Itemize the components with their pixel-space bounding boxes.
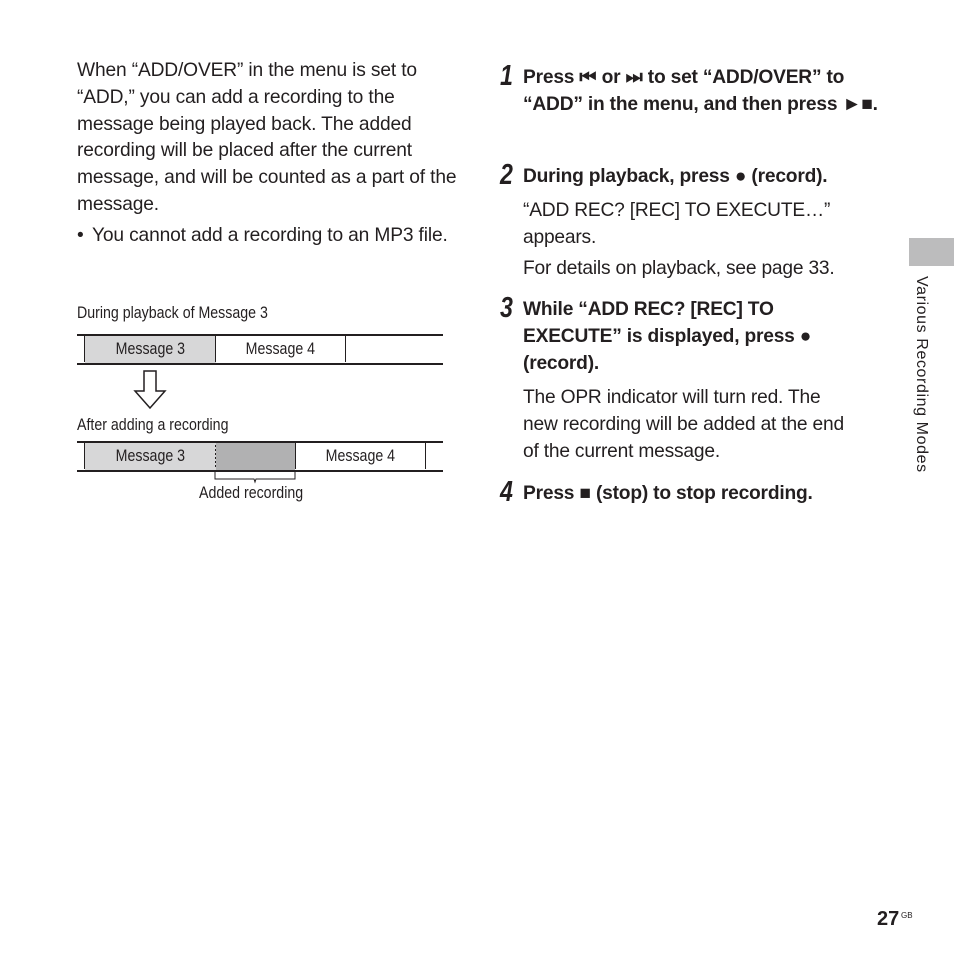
step-2-number: 2 [500, 159, 513, 191]
page-number: 27 [877, 908, 900, 930]
page-region-suffix: GB [901, 911, 913, 920]
message-strip-after [77, 441, 443, 469]
step-3-number: 3 [500, 292, 513, 324]
note-bullet-text: You cannot add a recording to an MP3 file. [92, 225, 448, 246]
step-1-number: 1 [500, 60, 513, 92]
step-3-heading: While “ADD REC? [REC] TO EXECUTE” is displayed, press ● (record). [523, 299, 812, 374]
record-icon: ● [734, 166, 747, 187]
stop-icon: ■ [579, 483, 591, 504]
added-recording-segment [216, 443, 295, 470]
added-recording-bracket [214, 471, 296, 485]
step-1-heading: Press ⏮ or ⏭ to set “ADD/OVER” to “ADD” in the menu, and then press ►■. [523, 64, 888, 118]
down-arrow-outline-icon [133, 370, 167, 410]
step-2-body-1: “ADD REC? [REC] TO EXECUTE…” appears. [523, 200, 831, 248]
step-3-body: The OPR indicator will turn red. The new recording will be added at the end of the current message. [523, 387, 844, 462]
play-stop-icon: ►■ [842, 94, 873, 115]
next-track-icon: ⏭ [625, 67, 643, 88]
note-bullet [77, 223, 462, 250]
strip-after-message-3: Message 3 [85, 443, 216, 470]
added-recording-label: Added recording [199, 484, 304, 502]
intro-paragraph: When “ADD/OVER” in the menu is set to “ADD,” you can add a recording to the message being played back. The added recording will be placed after the current message, and will be counted as a part of the message. [77, 60, 457, 215]
record-icon: ● [799, 326, 812, 347]
step-4-number: 4 [500, 476, 513, 508]
message-strip-before [77, 334, 443, 362]
step-4-heading: Press ■ (stop) to stop recording. [523, 480, 888, 507]
strip-before-message-4: Message 4 [245, 340, 316, 358]
strip-after-message-4: Message 4 [325, 447, 395, 465]
strip-before-message-3: Message 3 [85, 336, 216, 363]
diagram-caption-after: After adding a recording [77, 416, 229, 434]
previous-track-icon: ⏮ [579, 67, 597, 88]
bullet-symbol: • [77, 225, 84, 246]
step-2-body-2: For details on playback, see page 33. [523, 258, 835, 279]
section-tab-label: Various Recording Modes [913, 276, 930, 473]
diagram-caption-before: During playback of Message 3 [77, 304, 268, 322]
section-tab-marker [909, 238, 954, 266]
step-2-heading: During playback, press ● (record). [523, 163, 888, 190]
